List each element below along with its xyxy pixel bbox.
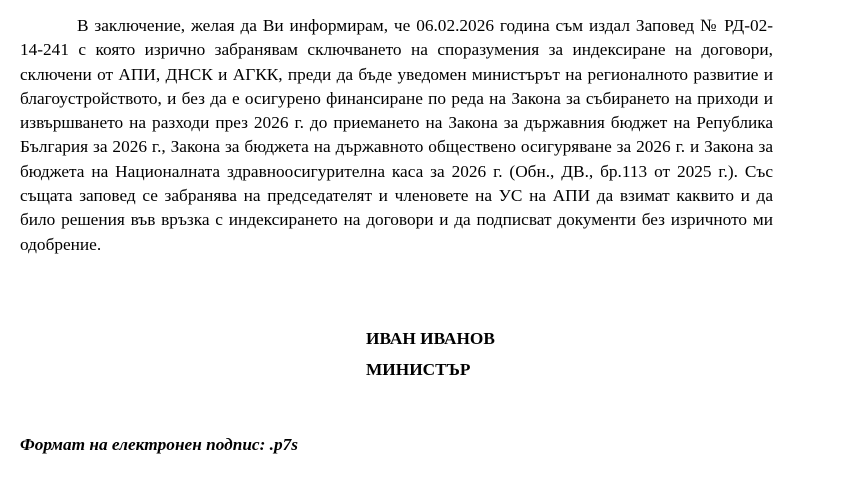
electronic-signature-format-note: Формат на електронен подпис: .p7s — [20, 435, 299, 454]
signatory-title: МИНИСТЪР — [366, 360, 471, 379]
body-paragraph: В заключение, желая да Ви информирам, че 06.02.2026 година съм издал Заповед № РД-02-14-241 с която изрично забранявам сключването на споразумения за индексиране на договори, сключени от АПИ, ДНСК и АГКК, преди да бъде уведомен министърът на регионалното развитие и благоустройството, и без да е осигурено финансиране по реда на Закона за събирането на приходи и извършването на разходи през 2026 г. до приемането на Закона за държавния бюджет на Република България за 2026 г., Закона за бюджета на държавното обществено осигуряване за 2026 г. и Закона за бюджета на Националната здравноосигурителна каса за 2026 г. (Обн., ДВ., бр.113 от 2025 г.). Със същата заповед се забранява на председателят и членовете на УС на АПИ да взимат каквито и да било решения във връзка с индексирането на договори и да подписват документи без изричното ми одобрение. — [20, 16, 773, 254]
signatory-name: ИВАН ИВАНОВ — [366, 329, 495, 348]
